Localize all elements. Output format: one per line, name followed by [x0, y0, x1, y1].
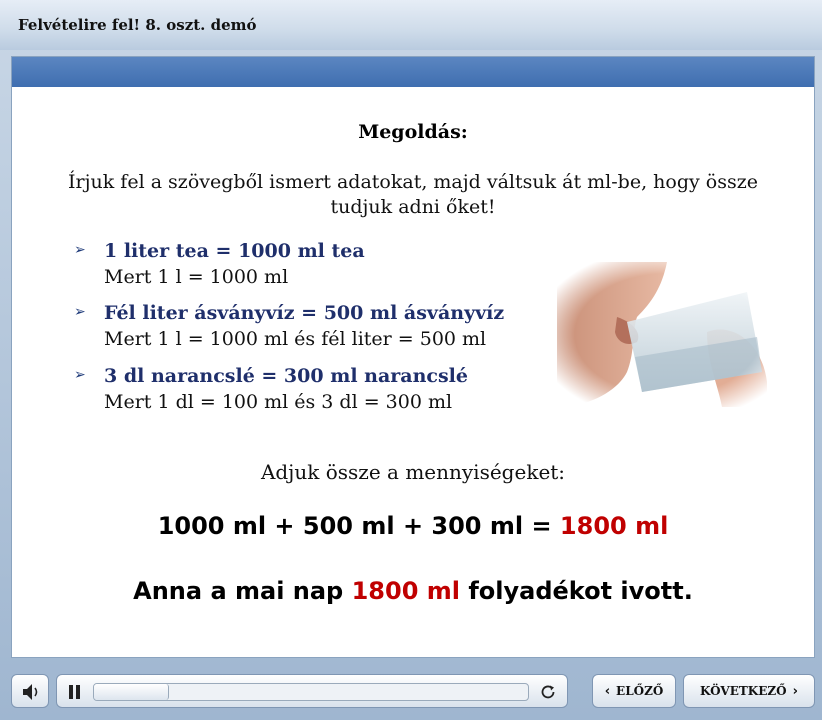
pause-icon[interactable]: [69, 685, 81, 699]
equation: [12, 512, 814, 540]
intro-text: Írjuk fel a szövegből ismert adatokat, majd váltsuk át ml-be, hogy össze tudjuk adni őket!: [68, 171, 758, 218]
sum-label: Adjuk össze a mennyiségeket:: [260, 460, 566, 484]
equation-result: 1800 ml: [559, 512, 669, 540]
item-title: 1 liter tea = 1000 ml tea: [104, 240, 365, 262]
replay-icon[interactable]: [539, 683, 557, 701]
slide-heading: Megoldás:: [358, 121, 468, 143]
previous-button[interactable]: [592, 674, 676, 708]
drinking-water-photo: [557, 262, 779, 407]
item-title: 3 dl narancslé = 300 ml narancslé: [104, 365, 468, 387]
player-controls: [0, 662, 822, 720]
conclusion-end: folyadékot ivott.: [459, 577, 693, 605]
conclusion: [12, 577, 814, 605]
item-explanation: Mert 1 dl = 100 ml és 3 dl = 300 ml: [104, 391, 453, 413]
playback-bar: [56, 674, 568, 708]
progress-bar[interactable]: [93, 683, 529, 701]
app-title: Felvételire fel! 8. oszt. demó: [18, 16, 257, 34]
chevron-left-icon: ‹: [604, 683, 611, 699]
equation-terms: 1000 ml + 500 ml + 300 ml =: [157, 512, 560, 540]
chevron-right-icon: ›: [792, 683, 798, 699]
arrow-bullet-icon: ➢: [74, 367, 86, 383]
conclusion-highlight: 1800 ml: [351, 577, 460, 605]
audio-button[interactable]: [11, 674, 49, 708]
next-label: KÖVETKEZŐ: [700, 684, 787, 698]
arrow-bullet-icon: ➢: [74, 304, 86, 320]
conclusion-start: Anna a mai nap: [133, 577, 352, 605]
next-button[interactable]: [683, 674, 815, 708]
slide-frame: [11, 56, 815, 658]
progress-fill: [94, 684, 169, 700]
item-explanation: Mert 1 l = 1000 ml és fél liter = 500 ml: [104, 328, 487, 350]
speaker-icon: [12, 675, 50, 709]
slide-header-bar: [12, 57, 814, 87]
item-explanation: Mert 1 l = 1000 ml: [104, 266, 289, 288]
previous-label: ELŐZŐ: [616, 684, 664, 698]
top-bar: [0, 0, 822, 50]
item-title: Fél liter ásványvíz = 500 ml ásványvíz: [104, 302, 505, 324]
arrow-bullet-icon: ➢: [74, 242, 86, 258]
